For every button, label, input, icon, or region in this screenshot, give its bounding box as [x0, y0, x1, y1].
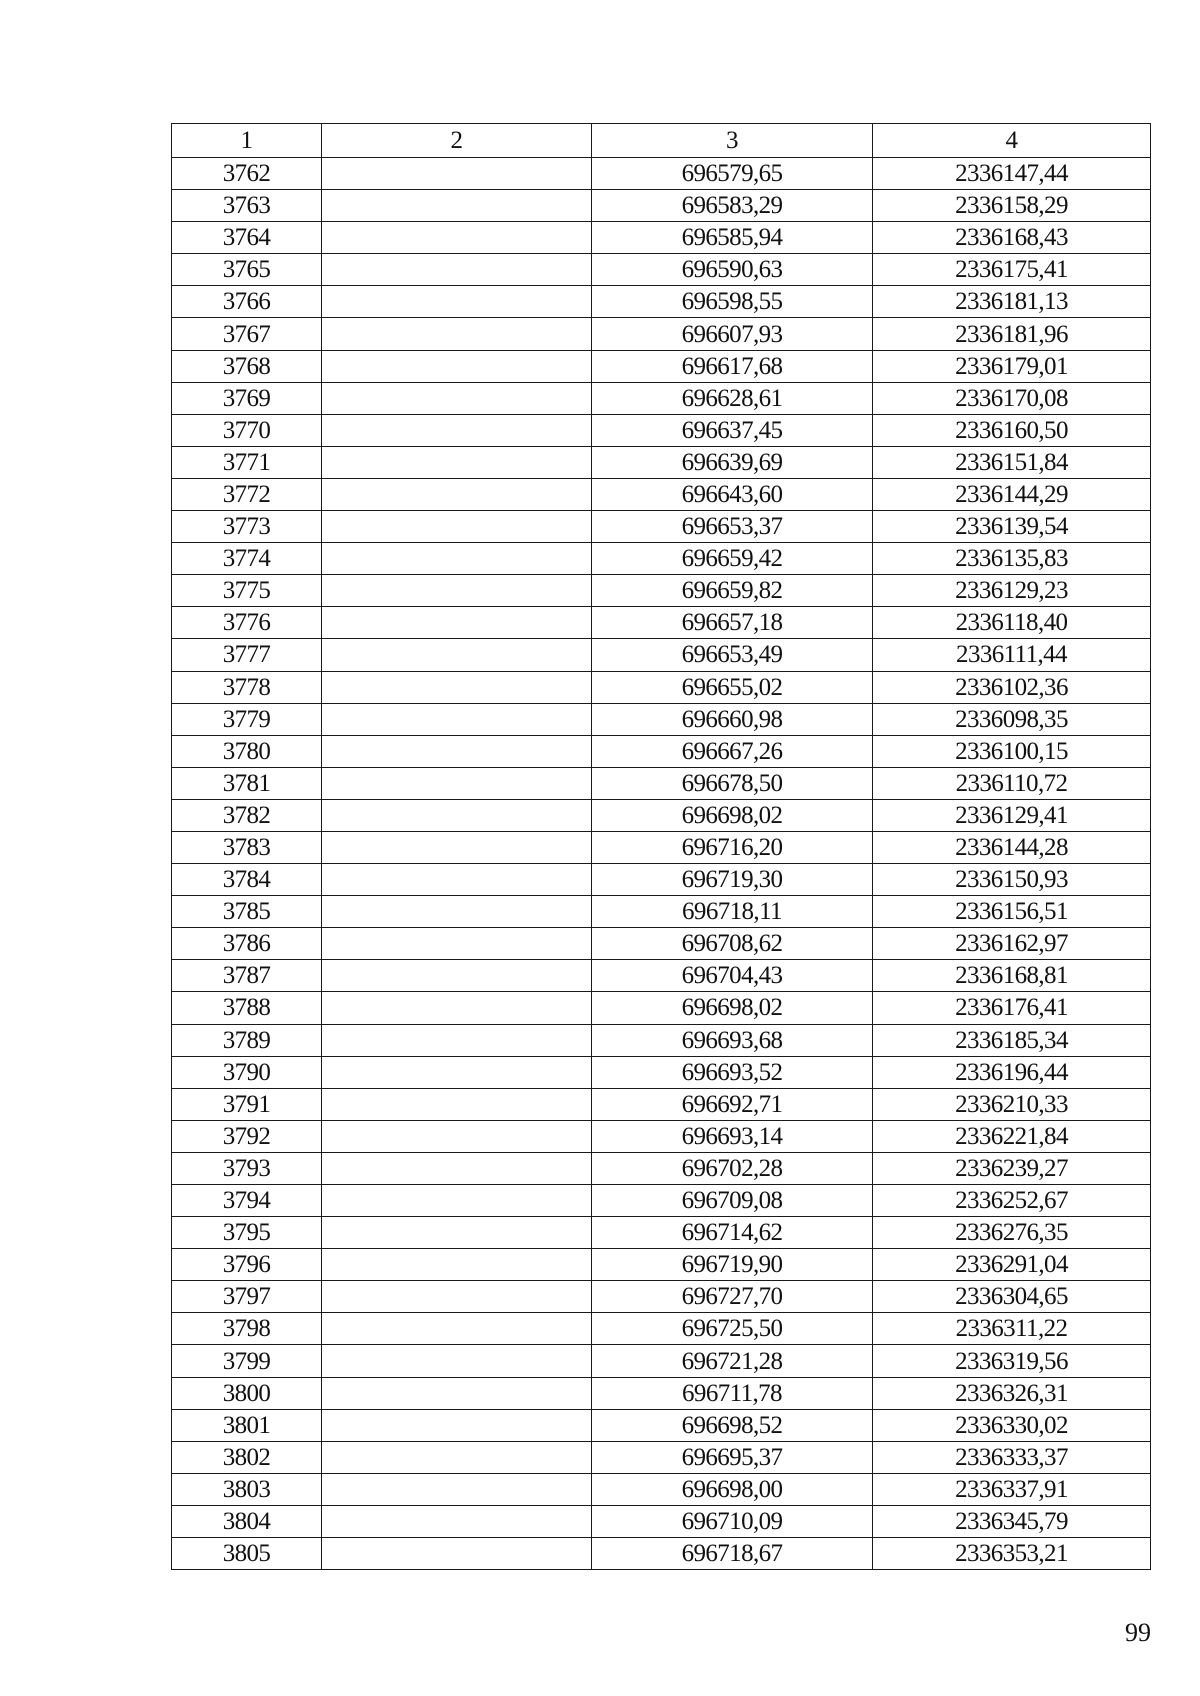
- y-coordinate-cell: 2336150,93: [873, 864, 1151, 896]
- x-coordinate-cell: 696711,78: [592, 1377, 873, 1409]
- point-number-cell: 3789: [172, 1024, 322, 1056]
- point-number-cell: 3776: [172, 607, 322, 639]
- description-cell: [322, 767, 592, 799]
- x-coordinate-cell: 696693,14: [592, 1120, 873, 1152]
- table-row: [172, 1377, 1151, 1409]
- description-cell: [322, 350, 592, 382]
- x-coordinate-cell: 696719,30: [592, 864, 873, 896]
- point-number-cell: 3775: [172, 575, 322, 607]
- y-coordinate-cell: 2336353,21: [873, 1538, 1151, 1570]
- y-coordinate-cell: 2336304,65: [873, 1281, 1151, 1313]
- table-row: [172, 639, 1151, 671]
- y-coordinate-cell: 2336345,79: [873, 1505, 1151, 1537]
- y-coordinate-cell: 2336319,56: [873, 1345, 1151, 1377]
- point-number-cell: 3785: [172, 896, 322, 928]
- description-cell: [322, 1024, 592, 1056]
- point-number-cell: 3787: [172, 960, 322, 992]
- point-number-cell: 3763: [172, 190, 322, 222]
- table-row: [172, 928, 1151, 960]
- table-row: [172, 1249, 1151, 1281]
- y-coordinate-cell: 2336330,02: [873, 1409, 1151, 1441]
- point-number-cell: 3798: [172, 1313, 322, 1345]
- point-number-cell: 3792: [172, 1120, 322, 1152]
- description-cell: [322, 158, 592, 190]
- x-coordinate-cell: 696698,52: [592, 1409, 873, 1441]
- table-row: [172, 222, 1151, 254]
- description-cell: [322, 1441, 592, 1473]
- y-coordinate-cell: 2336333,37: [873, 1441, 1151, 1473]
- x-coordinate-cell: 696628,61: [592, 382, 873, 414]
- y-coordinate-cell: 2336176,41: [873, 992, 1151, 1024]
- description-cell: [322, 286, 592, 318]
- description-cell: [322, 799, 592, 831]
- description-cell: [322, 382, 592, 414]
- x-coordinate-cell: 696714,62: [592, 1217, 873, 1249]
- point-number-cell: 3802: [172, 1441, 322, 1473]
- x-coordinate-cell: 696710,09: [592, 1505, 873, 1537]
- point-number-cell: 3770: [172, 414, 322, 446]
- column-header-4: 4: [873, 124, 1151, 158]
- point-number-cell: 3778: [172, 671, 322, 703]
- y-coordinate-cell: 2336151,84: [873, 446, 1151, 478]
- description-cell: [322, 1185, 592, 1217]
- description-cell: [322, 543, 592, 575]
- table-row: [172, 960, 1151, 992]
- point-number-cell: 3766: [172, 286, 322, 318]
- x-coordinate-cell: 696708,62: [592, 928, 873, 960]
- table-row: [172, 671, 1151, 703]
- description-cell: [322, 1538, 592, 1570]
- x-coordinate-cell: 696653,37: [592, 511, 873, 543]
- y-coordinate-cell: 2336276,35: [873, 1217, 1151, 1249]
- table-row: [172, 511, 1151, 543]
- y-coordinate-cell: 2336170,08: [873, 382, 1151, 414]
- y-coordinate-cell: 2336252,67: [873, 1185, 1151, 1217]
- y-coordinate-cell: 2336181,96: [873, 318, 1151, 350]
- y-coordinate-cell: 2336185,34: [873, 1024, 1151, 1056]
- x-coordinate-cell: 696655,02: [592, 671, 873, 703]
- table-header-row: [172, 124, 1151, 158]
- y-coordinate-cell: 2336098,35: [873, 703, 1151, 735]
- x-coordinate-cell: 696704,43: [592, 960, 873, 992]
- description-cell: [322, 639, 592, 671]
- description-cell: [322, 575, 592, 607]
- point-number-cell: 3773: [172, 511, 322, 543]
- description-cell: [322, 414, 592, 446]
- column-header-3: 3: [592, 124, 873, 158]
- x-coordinate-cell: 696637,45: [592, 414, 873, 446]
- y-coordinate-cell: 2336175,41: [873, 254, 1151, 286]
- x-coordinate-cell: 696698,00: [592, 1473, 873, 1505]
- description-cell: [322, 1249, 592, 1281]
- x-coordinate-cell: 696719,90: [592, 1249, 873, 1281]
- description-cell: [322, 511, 592, 543]
- description-cell: [322, 254, 592, 286]
- description-cell: [322, 1281, 592, 1313]
- table-row: [172, 286, 1151, 318]
- coordinates-table: [171, 123, 1151, 1570]
- point-number-cell: 3774: [172, 543, 322, 575]
- y-coordinate-cell: 2336196,44: [873, 1056, 1151, 1088]
- x-coordinate-cell: 696659,42: [592, 543, 873, 575]
- table-row: [172, 1409, 1151, 1441]
- table-row: [172, 1056, 1151, 1088]
- point-number-cell: 3788: [172, 992, 322, 1024]
- description-cell: [322, 222, 592, 254]
- point-number-cell: 3790: [172, 1056, 322, 1088]
- y-coordinate-cell: 2336110,72: [873, 767, 1151, 799]
- description-cell: [322, 190, 592, 222]
- y-coordinate-cell: 2336291,04: [873, 1249, 1151, 1281]
- point-number-cell: 3783: [172, 831, 322, 863]
- description-cell: [322, 1377, 592, 1409]
- table-row: [172, 1120, 1151, 1152]
- y-coordinate-cell: 2336239,27: [873, 1152, 1151, 1184]
- table-row: [172, 350, 1151, 382]
- y-coordinate-cell: 2336147,44: [873, 158, 1151, 190]
- x-coordinate-cell: 696598,55: [592, 286, 873, 318]
- table-row: [172, 703, 1151, 735]
- table-row: [172, 1345, 1151, 1377]
- y-coordinate-cell: 2336181,13: [873, 286, 1151, 318]
- table-row: [172, 382, 1151, 414]
- y-coordinate-cell: 2336311,22: [873, 1313, 1151, 1345]
- y-coordinate-cell: 2336158,29: [873, 190, 1151, 222]
- y-coordinate-cell: 2336144,28: [873, 831, 1151, 863]
- table-row: [172, 1538, 1151, 1570]
- point-number-cell: 3794: [172, 1185, 322, 1217]
- x-coordinate-cell: 696583,29: [592, 190, 873, 222]
- page-number: 99: [1125, 1618, 1151, 1647]
- table-row: [172, 992, 1151, 1024]
- point-number-cell: 3805: [172, 1538, 322, 1570]
- x-coordinate-cell: 696693,68: [592, 1024, 873, 1056]
- y-coordinate-cell: 2336337,91: [873, 1473, 1151, 1505]
- y-coordinate-cell: 2336118,40: [873, 607, 1151, 639]
- description-cell: [322, 1345, 592, 1377]
- y-coordinate-cell: 2336168,43: [873, 222, 1151, 254]
- table-row: [172, 446, 1151, 478]
- column-header-2: 2: [322, 124, 592, 158]
- description-cell: [322, 1473, 592, 1505]
- table-row: [172, 190, 1151, 222]
- x-coordinate-cell: 696725,50: [592, 1313, 873, 1345]
- table-row: [172, 543, 1151, 575]
- x-coordinate-cell: 696667,26: [592, 735, 873, 767]
- point-number-cell: 3800: [172, 1377, 322, 1409]
- point-number-cell: 3801: [172, 1409, 322, 1441]
- point-number-cell: 3799: [172, 1345, 322, 1377]
- y-coordinate-cell: 2336100,15: [873, 735, 1151, 767]
- table-row: [172, 799, 1151, 831]
- description-cell: [322, 735, 592, 767]
- x-coordinate-cell: 696653,49: [592, 639, 873, 671]
- description-cell: [322, 1056, 592, 1088]
- table-row: [172, 767, 1151, 799]
- x-coordinate-cell: 696659,82: [592, 575, 873, 607]
- table-row: [172, 575, 1151, 607]
- point-number-cell: 3786: [172, 928, 322, 960]
- y-coordinate-cell: 2336168,81: [873, 960, 1151, 992]
- point-number-cell: 3803: [172, 1473, 322, 1505]
- table-row: [172, 318, 1151, 350]
- description-cell: [322, 928, 592, 960]
- table-row: [172, 864, 1151, 896]
- y-coordinate-cell: 2336162,97: [873, 928, 1151, 960]
- y-coordinate-cell: 2336129,41: [873, 799, 1151, 831]
- point-number-cell: 3782: [172, 799, 322, 831]
- point-number-cell: 3762: [172, 158, 322, 190]
- table-row: [172, 158, 1151, 190]
- x-coordinate-cell: 696695,37: [592, 1441, 873, 1473]
- y-coordinate-cell: 2336326,31: [873, 1377, 1151, 1409]
- table-row: [172, 478, 1151, 510]
- x-coordinate-cell: 696693,52: [592, 1056, 873, 1088]
- description-cell: [322, 864, 592, 896]
- x-coordinate-cell: 696721,28: [592, 1345, 873, 1377]
- y-coordinate-cell: 2336139,54: [873, 511, 1151, 543]
- x-coordinate-cell: 696585,94: [592, 222, 873, 254]
- y-coordinate-cell: 2336102,36: [873, 671, 1151, 703]
- x-coordinate-cell: 696607,93: [592, 318, 873, 350]
- description-cell: [322, 1313, 592, 1345]
- point-number-cell: 3772: [172, 478, 322, 510]
- table-row: [172, 254, 1151, 286]
- point-number-cell: 3784: [172, 864, 322, 896]
- point-number-cell: 3767: [172, 318, 322, 350]
- table-row: [172, 735, 1151, 767]
- point-number-cell: 3768: [172, 350, 322, 382]
- x-coordinate-cell: 696727,70: [592, 1281, 873, 1313]
- y-coordinate-cell: 2336160,50: [873, 414, 1151, 446]
- table-row: [172, 1313, 1151, 1345]
- table-row: [172, 414, 1151, 446]
- description-cell: [322, 1120, 592, 1152]
- table-row: [172, 831, 1151, 863]
- x-coordinate-cell: 696579,65: [592, 158, 873, 190]
- x-coordinate-cell: 696718,11: [592, 896, 873, 928]
- table-row: [172, 1024, 1151, 1056]
- table-row: [172, 896, 1151, 928]
- description-cell: [322, 831, 592, 863]
- table-row: [172, 1473, 1151, 1505]
- x-coordinate-cell: 696698,02: [592, 992, 873, 1024]
- y-coordinate-cell: 2336179,01: [873, 350, 1151, 382]
- point-number-cell: 3779: [172, 703, 322, 735]
- table-row: [172, 607, 1151, 639]
- x-coordinate-cell: 696692,71: [592, 1088, 873, 1120]
- point-number-cell: 3780: [172, 735, 322, 767]
- description-cell: [322, 1088, 592, 1120]
- x-coordinate-cell: 696660,98: [592, 703, 873, 735]
- x-coordinate-cell: 696678,50: [592, 767, 873, 799]
- description-cell: [322, 703, 592, 735]
- description-cell: [322, 671, 592, 703]
- table-row: [172, 1088, 1151, 1120]
- y-coordinate-cell: 2336144,29: [873, 478, 1151, 510]
- y-coordinate-cell: 2336111,44: [873, 639, 1151, 671]
- x-coordinate-cell: 696718,67: [592, 1538, 873, 1570]
- table-row: [172, 1152, 1151, 1184]
- y-coordinate-cell: 2336156,51: [873, 896, 1151, 928]
- description-cell: [322, 992, 592, 1024]
- table-body: [172, 158, 1151, 1570]
- point-number-cell: 3781: [172, 767, 322, 799]
- x-coordinate-cell: 696590,63: [592, 254, 873, 286]
- description-cell: [322, 960, 592, 992]
- description-cell: [322, 446, 592, 478]
- point-number-cell: 3777: [172, 639, 322, 671]
- x-coordinate-cell: 696716,20: [592, 831, 873, 863]
- point-number-cell: 3793: [172, 1152, 322, 1184]
- x-coordinate-cell: 696617,68: [592, 350, 873, 382]
- point-number-cell: 3797: [172, 1281, 322, 1313]
- point-number-cell: 3769: [172, 382, 322, 414]
- point-number-cell: 3795: [172, 1217, 322, 1249]
- x-coordinate-cell: 696698,02: [592, 799, 873, 831]
- y-coordinate-cell: 2336135,83: [873, 543, 1151, 575]
- description-cell: [322, 607, 592, 639]
- table-row: [172, 1505, 1151, 1537]
- point-number-cell: 3791: [172, 1088, 322, 1120]
- x-coordinate-cell: 696639,69: [592, 446, 873, 478]
- x-coordinate-cell: 696702,28: [592, 1152, 873, 1184]
- point-number-cell: 3764: [172, 222, 322, 254]
- y-coordinate-cell: 2336221,84: [873, 1120, 1151, 1152]
- x-coordinate-cell: 696709,08: [592, 1185, 873, 1217]
- y-coordinate-cell: 2336210,33: [873, 1088, 1151, 1120]
- point-number-cell: 3771: [172, 446, 322, 478]
- description-cell: [322, 1409, 592, 1441]
- x-coordinate-cell: 696643,60: [592, 478, 873, 510]
- column-header-1: 1: [172, 124, 322, 158]
- point-number-cell: 3804: [172, 1505, 322, 1537]
- description-cell: [322, 1217, 592, 1249]
- table-row: [172, 1281, 1151, 1313]
- description-cell: [322, 1152, 592, 1184]
- description-cell: [322, 318, 592, 350]
- description-cell: [322, 478, 592, 510]
- table-row: [172, 1441, 1151, 1473]
- x-coordinate-cell: 696657,18: [592, 607, 873, 639]
- point-number-cell: 3765: [172, 254, 322, 286]
- table-row: [172, 1185, 1151, 1217]
- point-number-cell: 3796: [172, 1249, 322, 1281]
- description-cell: [322, 896, 592, 928]
- description-cell: [322, 1505, 592, 1537]
- table-row: [172, 1217, 1151, 1249]
- y-coordinate-cell: 2336129,23: [873, 575, 1151, 607]
